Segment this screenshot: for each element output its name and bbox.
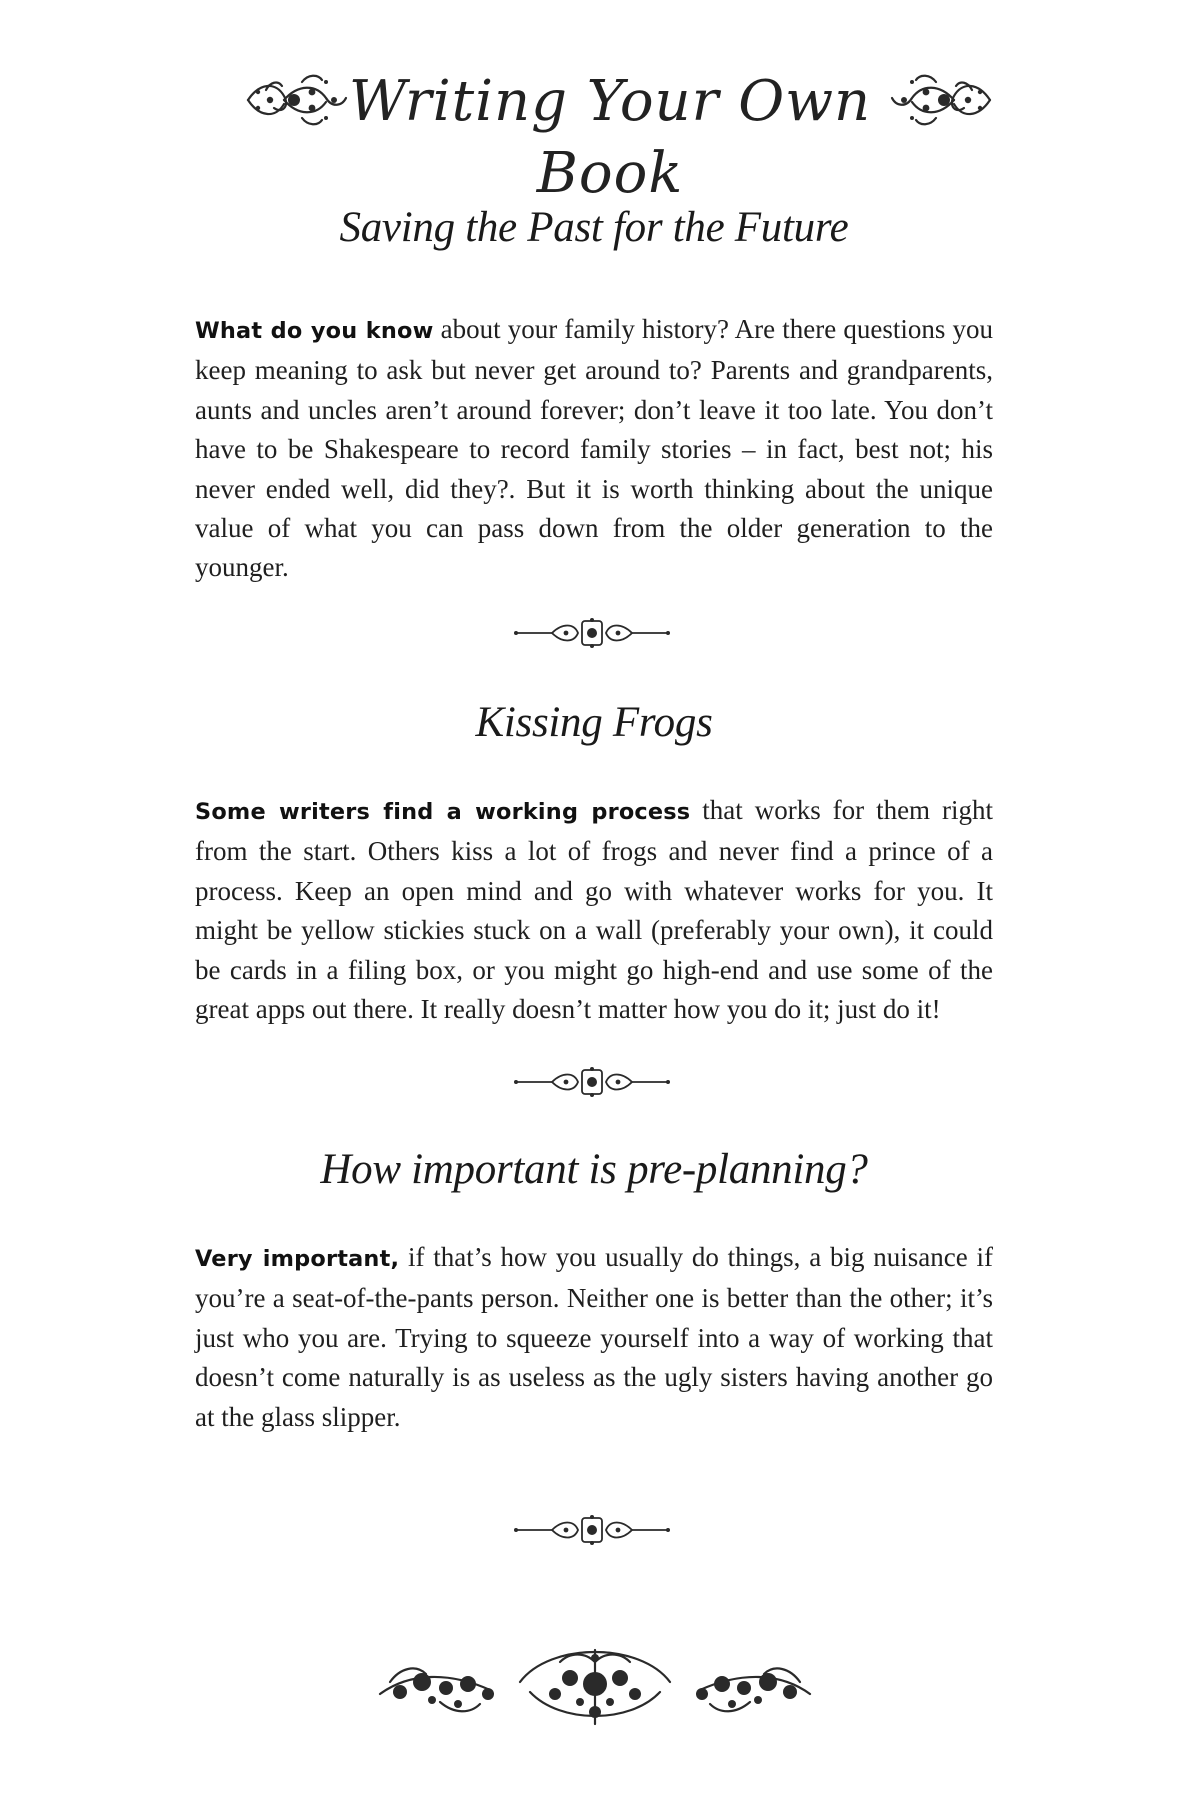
body-text: if that’s how you usually do things, a big nuisance if you’re a seat-of-the-pants person. Neither one is better than the other; it’s just who you are. Trying to squeeze yourself into a way of working that doesn’t come naturally is as useless as the ugly sisters having another go at the glass slipper.	[195, 1242, 993, 1432]
section-heading: How important is pre-planning?	[320, 1146, 868, 1193]
floral-footer-ornament-icon	[370, 1632, 820, 1732]
book-title: Writing Your Own Book	[348, 69, 872, 206]
body-text: that works for them right from the start. Others kiss a lot of frogs and never find a prince of a process. Keep an open mind and go with whatever works for you. It might be yellow stickies stuck on a wall (preferably your own), it could be cards in a filing box, or you might go high-end and use some of the great apps out there. It really doesn’t matter how you do it; just do it!	[195, 795, 993, 1025]
section-pre-planning	[195, 1142, 993, 1437]
flourish-ornament-icon	[242, 68, 352, 132]
section-saving-the-past	[195, 200, 993, 588]
section-kissing-frogs	[195, 695, 993, 1029]
page-header	[0, 62, 1197, 206]
lead-phrase: What do you know	[195, 318, 434, 344]
lead-phrase: Some writers find a working process	[195, 799, 691, 825]
section-body	[195, 791, 993, 1029]
section-heading: Saving the Past for the Future	[339, 204, 849, 251]
scroll-divider-icon	[512, 615, 672, 651]
scroll-divider-icon	[512, 1512, 672, 1548]
scroll-divider-icon	[512, 1064, 672, 1100]
flourish-ornament-icon	[886, 68, 996, 132]
lead-phrase: Very important,	[195, 1246, 400, 1272]
body-text: about your family history? Are there questions you keep meaning to ask but never get around to? Parents and grandparents, aunts and uncles aren’t around forever; don’t leave it too late. You don’t have to be Shakespeare to record family stories – in fact, best not; his never ended well, did they?. But it is worth thinking about the unique value of what you can pass down from the older generation to the younger.	[195, 314, 993, 583]
section-body	[195, 310, 993, 588]
section-body	[195, 1238, 993, 1437]
section-heading: Kissing Frogs	[475, 699, 713, 746]
